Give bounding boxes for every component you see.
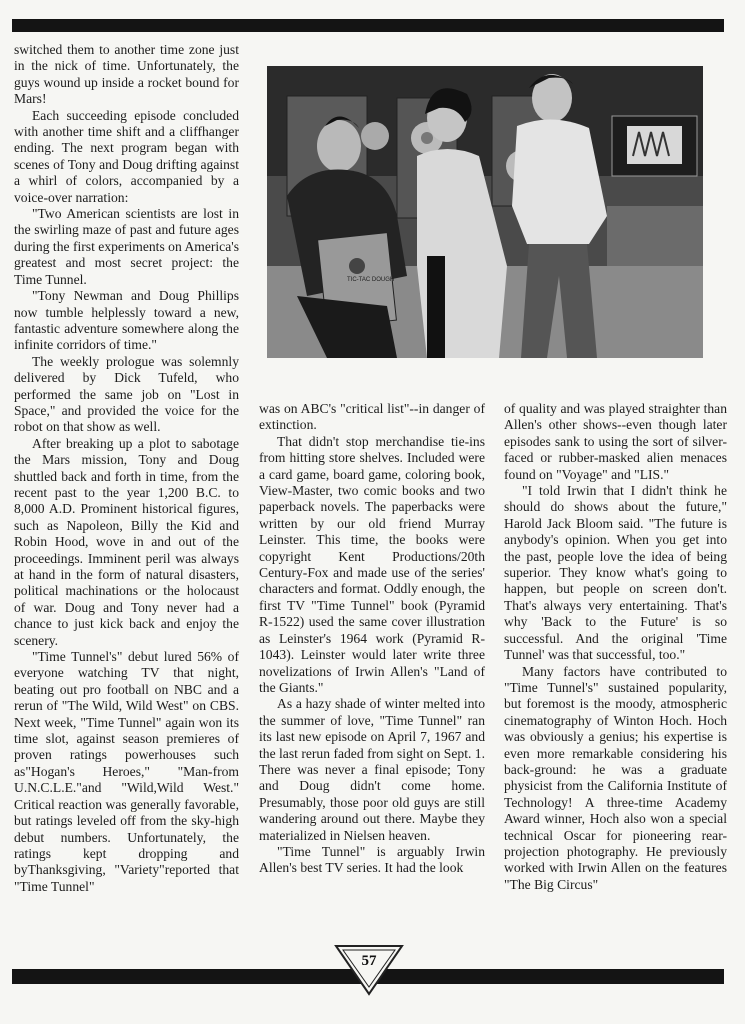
paragraph: of quality and was played straighter than Allen's other shows--even though later episodes sank to using the sort of silver-faced or rubber-masked alien menaces found on "Voyage" and "LIS." (504, 401, 727, 482)
paragraph: was on ABC's "critical list"--in danger of extinction. (259, 401, 485, 433)
text-column-2 (259, 401, 485, 877)
paragraph: That didn't stop merchandise tie-ins from hitting store shelves. Included were a card game, board game, coloring book, View-Master, two comic books and two paperback novels. The paperbacks were written by our old friend Murray Leinster. This time, the books were copyright Kent Productions/20th Century-Fox and made use of the series' characters and format. Oddly enough, the first TV "Time Tunnel" book (Pyramid R-1522) used the same cover illustration as Leinster's 1964 work (Pyramid R-1043). Leinster would later write three novelizations of Irwin Allen's "Land of the Giants." (259, 433, 485, 695)
top-rule (12, 19, 724, 32)
text-column-3 (504, 401, 727, 893)
paragraph: "I told Irwin that I didn't think he should do shows about the future," Harold Jack Bloom said. "The future is anybody's opinion. When you get into the past, people love the idea of being superior. They know what's going to happen, but people on screen don't. That's always very entertaining. That's why 'Back to the Future' is so successful. And the original 'Time Tunnel' was that successful, too." (504, 483, 727, 663)
page-number: 57 (361, 953, 377, 969)
paragraph: "Two American scientists are lost in the swirling maze of past and future ages during the first experiments on America's greatest and most secret project: the Time Tunnel. (14, 206, 239, 287)
text-column-1 (14, 42, 239, 895)
paragraph: As a hazy shade of winter melted into the summer of love, "Time Tunnel" ran its last new episode on April 7, 1967 and the last rerun faded from sight on Sept. 1. There was never a final episode; Tony and Doug didn't come home. Presumably, those poor old guys are still wandering around out there. Maybe they materialized in Nielsen heaven. (259, 696, 485, 843)
paragraph: "Time Tunnel's" debut lured 56% of everyone watching TV that night, beating out pro football on NBC and a rerun of "The Wild, Wild West" on CBS. Next week, "Time Tunnel" again won its time slot, against season premieres of proven ratings powerhouses such as"Hogan's Heroes," "Man-from U.N.C.L.E."and "Wild,Wild West." Critical reaction was generally favorable, but ratings leveled off from the sky-high debut numbers. Unfortunately, the ratings kept dropping and byThanksgiving, "Variety"reported that "Time Tunnel" (14, 649, 239, 894)
paragraph: The weekly prologue was solemnly delivered by Dick Tufeld, who performed the same job on "Lost in Space," and provided the voice for the robot on that show as well. (14, 353, 239, 435)
page-number-badge (334, 944, 404, 996)
paragraph: "Tony Newman and Doug Phillips now tumble helplessly toward a new, fantastic adventure somewhere along the infinite corridors of time." (14, 288, 239, 353)
episode-photo (267, 66, 703, 358)
paragraph: Each succeeding episode concluded with another time shift and a cliffhanger ending. The next program began with scenes of Tony and Doug drifting against a whirl of colors, accompanied by a voice-over narration: (14, 107, 239, 205)
paragraph: Many factors have contributed to "Time Tunnel's" sustained popularity, but foremost is the moody, atmospheric cinematography of Winton Hoch. Hoch was obviously a genius; his expertise is even more remarkable considering his back-ground: he was a graduate physicist from the California Institute of Technology! A three-time Academy Award winner, Hoch also won a special technical Oscar for pioneering rear-projection photography. He previously worked with Irwin Allen on the features "The Big Circus" (504, 663, 727, 892)
paragraph: switched them to another time zone just in the nick of time. Unfortunately, the guys wound up inside a rocket bound for Mars! (14, 42, 239, 107)
box-label: TIC-TAC DOUGH (347, 277, 395, 283)
paragraph: "Time Tunnel" is arguably Irwin Allen's best TV series. It had the look (259, 843, 485, 876)
paragraph: After breaking up a plot to sabotage the Mars mission, Tony and Doug shuttled back and forth in time, from the recent past to the year 1,200 B.C. to 8,000 A.D. Prominent historical figures, such as Napoleon, Billy the Kid and Robin Hood, wove in and out of the proceedings. Imminent peril was always at hand in the form of natural disasters, political machinations or the holocaust of war. Doug and Tony never had a chance to just kick back and enjoy the scenery. (14, 435, 239, 648)
triangle-badge-icon (334, 944, 404, 996)
